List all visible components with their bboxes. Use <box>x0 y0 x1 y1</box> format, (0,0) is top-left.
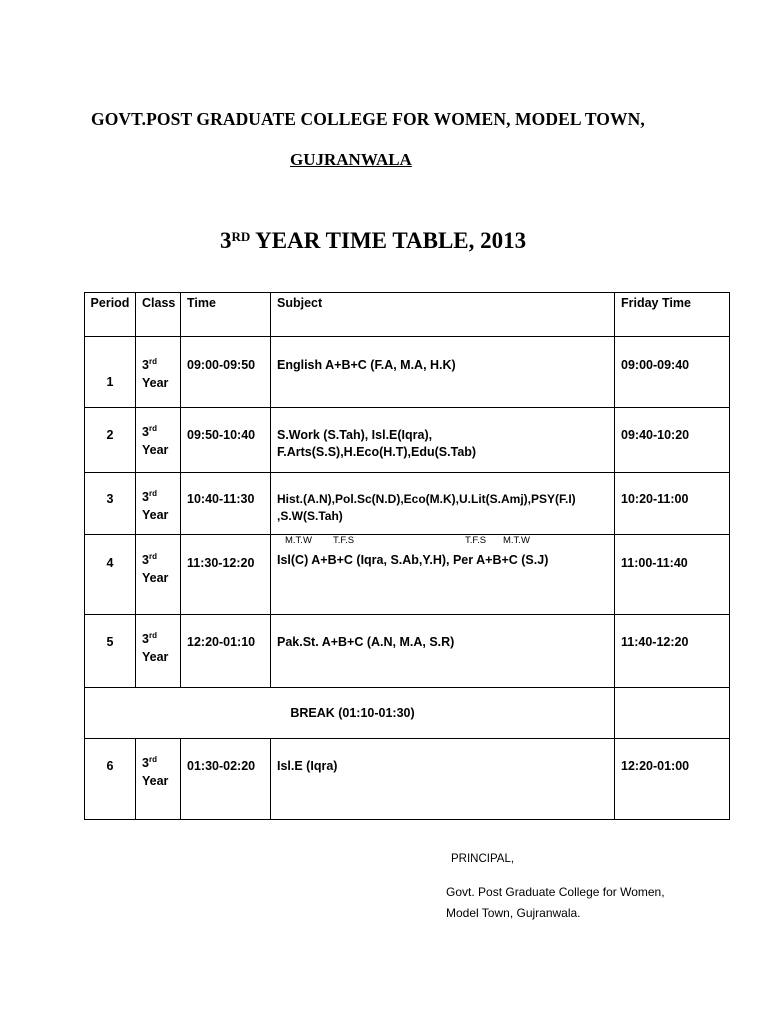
class-number: 3 <box>142 490 149 504</box>
class-superscript: rd <box>148 755 157 764</box>
friday-time-cell: 09:40-10:20 <box>621 428 690 442</box>
class-word: Year <box>142 650 169 664</box>
table-row <box>85 535 730 615</box>
subject-line2: F.Arts(S.S),H.Eco(H.T),Edu(S.Tab) <box>277 445 477 459</box>
friday-time-cell: 11:00-11:40 <box>621 556 688 570</box>
title-rest: YEAR TIME TABLE, 2013 <box>250 228 527 253</box>
break-row <box>85 688 730 739</box>
header-subject: Subject <box>271 293 615 337</box>
subject-cell: Pak.St. A+B+C (A.N, M.A, S.R) <box>277 635 455 649</box>
period-number: 3 <box>106 492 114 506</box>
day-tag: T.F.S <box>333 535 355 546</box>
class-word: Year <box>142 376 169 390</box>
class-cell <box>142 408 180 459</box>
table-header-row <box>85 293 730 337</box>
period-number: 1 <box>106 375 114 389</box>
class-cell <box>142 615 180 666</box>
day-tag: T.F.S <box>465 535 487 546</box>
title-prefix: 3 <box>220 228 232 253</box>
timetable <box>84 292 730 820</box>
class-number: 3 <box>142 756 149 770</box>
day-tag: M.T.W <box>503 535 530 546</box>
class-superscript: rd <box>148 631 157 640</box>
title-superscript: RD <box>231 229 251 244</box>
table-row <box>85 337 730 408</box>
table-row <box>85 408 730 473</box>
class-number: 3 <box>142 358 149 372</box>
class-number: 3 <box>142 425 149 439</box>
break-friday-empty <box>615 688 730 739</box>
class-superscript: rd <box>148 357 157 366</box>
class-word: Year <box>142 443 169 457</box>
period-number: 2 <box>106 428 114 442</box>
class-superscript: rd <box>148 489 157 498</box>
period-number: 4 <box>106 556 114 570</box>
time-cell: 09:00-09:50 <box>187 358 256 372</box>
signature-line1: Govt. Post Graduate College for Women, <box>446 885 665 899</box>
break-label: BREAK (01:10-01:30) <box>85 688 615 739</box>
header-class: Class <box>136 293 181 337</box>
time-cell: 10:40-11:30 <box>187 492 255 506</box>
class-word: Year <box>142 571 169 585</box>
header-period: Period <box>85 293 136 337</box>
class-cell <box>142 535 180 587</box>
signature-title: PRINCIPAL, <box>451 853 515 865</box>
friday-time-cell: 11:40-12:20 <box>621 635 689 649</box>
class-cell <box>142 337 180 392</box>
table-row <box>85 615 730 688</box>
college-name-line2: GUJRANWALA <box>290 150 412 169</box>
subject-line1: Hist.(A.N),Pol.Sc(N.D),Eco(M.K),U.Lit(S.Amj),PSY(F.I) <box>277 492 576 506</box>
header-friday-time: Friday Time <box>615 293 730 337</box>
class-number: 3 <box>142 553 149 567</box>
college-name-line1: GOVT.POST GRADUATE COLLEGE FOR WOMEN, MODEL TOWN, <box>91 109 645 129</box>
class-cell <box>142 473 180 524</box>
signature-line2: Model Town, Gujranwala. <box>446 906 581 920</box>
table-row <box>85 473 730 535</box>
time-cell: 12:20-01:10 <box>187 635 256 649</box>
time-cell: 01:30-02:20 <box>187 759 256 773</box>
subject-cell <box>277 473 614 525</box>
class-superscript: rd <box>148 424 157 433</box>
time-cell: 11:30-12:20 <box>187 556 255 570</box>
class-number: 3 <box>142 632 149 646</box>
subject-cell: Isl(C) A+B+C (Iqra, S.Ab,Y.H), Per A+B+C (S.J) <box>277 553 549 567</box>
class-cell <box>142 739 180 790</box>
subject-line1: S.Work (S.Tah), Isl.E(Iqra), <box>277 428 433 442</box>
day-tag: M.T.W <box>285 535 312 546</box>
friday-time-cell: 12:20-01:00 <box>621 759 690 773</box>
subject-cell: English A+B+C (F.A, M.A, H.K) <box>277 358 456 372</box>
class-word: Year <box>142 508 169 522</box>
subject-cell: Isl.E (Iqra) <box>277 759 338 773</box>
page-title <box>220 228 526 254</box>
table-row <box>85 739 730 820</box>
time-cell: 09:50-10:40 <box>187 428 256 442</box>
class-superscript: rd <box>148 552 157 561</box>
subject-cell <box>277 408 614 461</box>
period-number: 5 <box>106 635 114 649</box>
friday-time-cell: 09:00-09:40 <box>621 358 690 372</box>
header-time: Time <box>181 293 271 337</box>
period-number: 6 <box>106 759 114 773</box>
class-word: Year <box>142 774 169 788</box>
subject-line2: ,S.W(S.Tah) <box>277 509 343 523</box>
friday-time-cell: 10:20-11:00 <box>621 492 689 506</box>
